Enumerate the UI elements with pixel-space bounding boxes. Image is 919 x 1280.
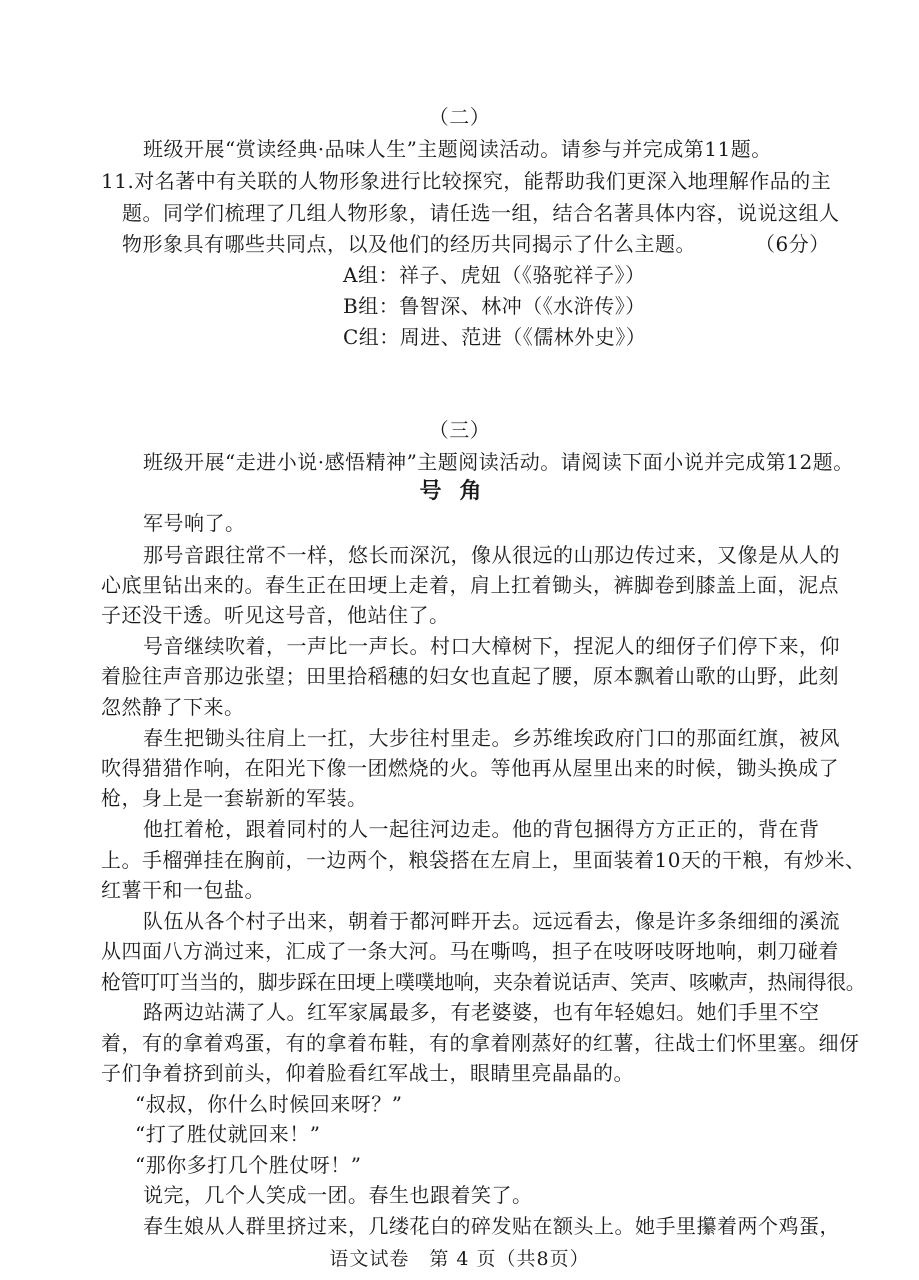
story-line: 他扛着枪，跟着同村的人一起往河边走。他的背包捆得方方正正的，背在背 [143,817,820,841]
section-2-heading: （二） [428,105,491,129]
story-line: 着脸往声音那边张望；田里拾稻穗的妇女也直起了腰，原本飘着山歌的山野，此刻 [101,664,839,688]
story-line: 忽然静了下来。 [101,695,245,719]
section-3-heading: （三） [428,418,491,442]
story-line: 军号响了。 [143,511,246,535]
story-line: 从四面八方淌过来，汇成了一条大河。马在嘶鸣，担子在吱呀吱呀地响，刺刀碰着 [101,939,839,963]
story-line: 上。手榴弹挂在胸前，一边两个，粮袋搭在左肩上，里面装着10天的干粮，有炒米、 [101,848,866,872]
story-line: 号音继续吹着，一声比一声长。村口大樟树下，捏泥人的细伢子们停下来，仰 [143,634,840,658]
story-line: 子们争着挤到前头，仰着脸看红军战士，眼睛里亮晶晶的。 [101,1061,634,1085]
story-line: 心底里钻出来的。春生正在田埂上走着，肩上扛着锄头，裤脚卷到膝盖上面，泥点 [101,573,839,597]
story-line: 枪，身上是一套崭新的军装。 [101,786,368,810]
story-line: 吹得猎猎作响，在阳光下像一团燃烧的火。等他再从屋里出来的时候，锄头换成了 [101,756,839,780]
story-line: 着，有的拿着鸡蛋，有的拿着布鞋，有的拿着刚蒸好的红薯，往战士们怀里塞。细伢 [101,1031,860,1055]
section-2-intro: 班级开展“赏读经典·品味人生”主题阅读活动。请参与并完成第11题。 [143,137,772,161]
story-line: 路两边站满了人。红军家属最多，有老婆婆，也有年轻媳妇。她们手里不空 [143,1000,820,1024]
story-line: 枪管叮叮当当的，脚步踩在田埂上噗噗地响，夹杂着说话声、笑声、咳嗽声，热闹得很。 [101,970,866,994]
question-11-line-2: 题。同学们梳理了几组人物形象，请任选一组，结合名著具体内容，说说这组人 [122,201,840,225]
section-3-intro: 班级开展“走进小说·感悟精神”主题阅读活动。请阅读下面小说并完成第12题。 [143,450,854,474]
story-line: 队伍从各个村子出来，朝着于都河畔开去。远远看去，像是许多条细细的溪流 [143,909,840,933]
story-line: 春生娘从人群里挤过来，几缕花白的碎发贴在额头上。她手里攥着两个鸡蛋， [143,1214,840,1238]
story-line: 那号音跟往常不一样，悠长而深沉，像从很远的山那边传过来，又像是从人的 [143,543,840,567]
story-line: 说完，几个人笑成一团。春生也跟着笑了。 [143,1183,533,1207]
group-b: B组：鲁智深、林冲（《水浒传》） [343,294,646,318]
story-line: “那你多打几个胜仗呀！” [135,1153,362,1177]
question-11-line-1: 11.对名著中有关联的人物形象进行比较探究，能帮助我们更深入地理解作品的主 [101,169,832,193]
group-c: C组：周进、范进（《儒林外史》） [343,325,647,349]
story-line: 子还没干透。听见这号音，他站住了。 [101,603,450,627]
page-footer: 语文试卷 第 4 页（共8页） [329,1248,590,1270]
question-11-line-3: 物形象具有哪些共同点，以及他们的经历共同揭示了什么主题。 [122,232,696,256]
group-a: A组：祥子、虎妞（《骆驼祥子》） [343,263,646,287]
story-title: 号角 [419,479,500,504]
question-11-score: （6分） [755,232,830,256]
story-line: 红薯干和一包盐。 [101,878,265,902]
story-line: 春生把锄头往肩上一扛，大步往村里走。乡苏维埃政府门口的那面红旗，被风 [143,726,840,750]
story-line: “叔叔，你什么时候回来呀？” [135,1092,403,1116]
story-line: “打了胜仗就回来！” [135,1122,321,1146]
